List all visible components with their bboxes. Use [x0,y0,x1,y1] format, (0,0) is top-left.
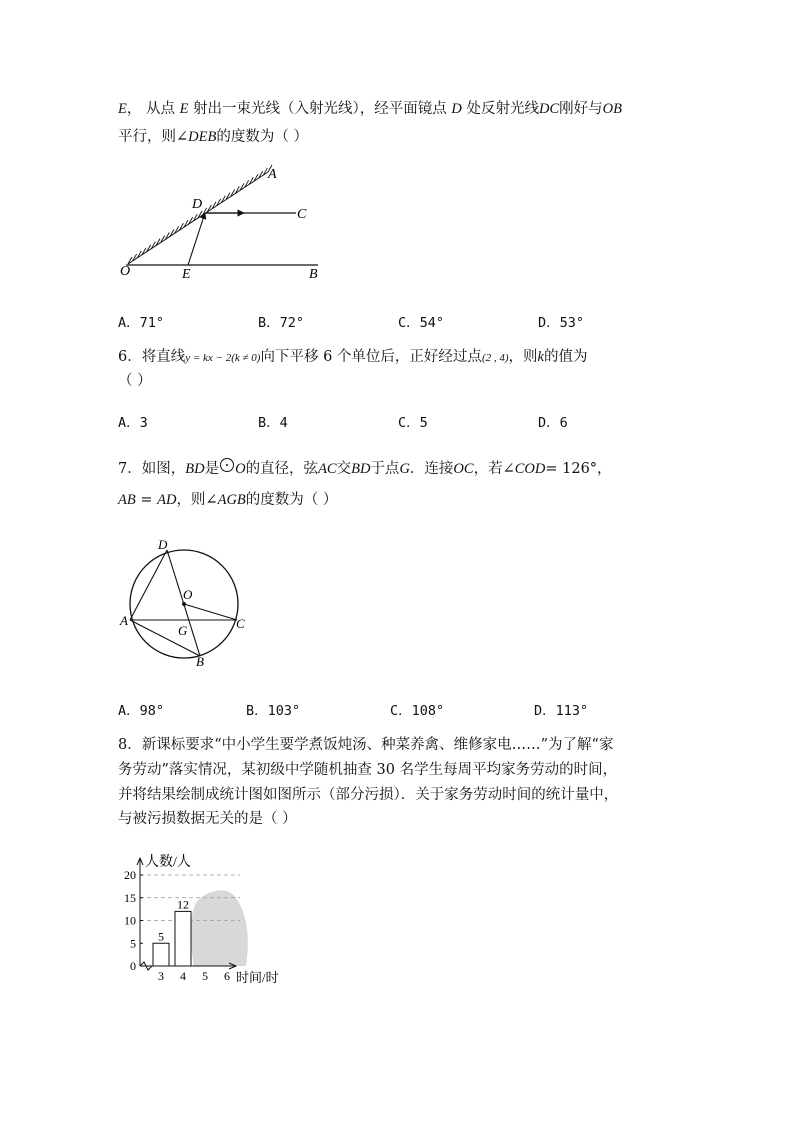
label-D: D [192,197,203,212]
q5-text: DEB [188,129,217,145]
label-O: O [183,587,193,602]
q7-text: AB [118,492,136,508]
q7-text: G [399,461,410,477]
q8-stem-line4: 与被污损数据无关的是（ ） [118,811,297,827]
q7-text: BD [185,461,205,477]
q7-text: ，则∠ [176,492,218,508]
q7-text: O [235,461,246,477]
q5-text: ， 从点 [126,101,175,117]
q7-option-d[interactable]: D．113° [534,703,589,719]
q5-text: 射出一束光线（入射光线），经平面镜点 [193,101,447,117]
q8-stem-line1: 8．新课标要求“中小学生要学煮饭炖汤、种菜养禽、维修家电……”为了解“家 [118,737,614,753]
q6-stem-line2: （ ） [118,373,152,389]
q7-text: 是 [204,461,220,477]
q7-text: = 126°， [545,461,612,477]
x-tick-label: 3 [158,969,164,983]
q7-text: COD [514,461,546,477]
q7-text: 的直径，弦 [245,461,319,477]
label-A: A [268,167,277,182]
y-tick-label: 0 [130,959,136,973]
x-tick-label: 5 [202,969,208,983]
label-B: B [309,267,318,282]
x-tick-label: 4 [180,969,186,983]
q7-option-b[interactable]: B．103° [246,703,301,719]
q5-option-c[interactable]: C．54° [398,315,445,331]
q7-option-c[interactable]: C．108° [390,703,445,719]
q7-text: AD [157,492,177,508]
y-tick-label: 10 [124,913,136,928]
bar-3 [153,943,169,966]
label-O: O [120,264,131,279]
bar-value-label: 5 [158,929,164,944]
q5-option-d[interactable]: D．53° [538,315,585,331]
q5-text: 刚好与 [559,101,603,117]
q6-option-b[interactable]: B．4 [258,415,288,431]
q6-text: 向下平移 6 个单位后，正好经过点 [260,349,482,365]
x-tick-label: 6 [224,969,230,983]
q5-option-b[interactable]: B．72° [258,315,305,331]
q5-text: D [451,101,462,117]
q5-text: 平行，则∠ [118,129,189,145]
q7-text: 交 [336,461,352,477]
x-axis-label: 时间/时 [236,970,279,985]
q7-text: OC [453,461,474,477]
q6-option-c[interactable]: C．5 [398,415,428,431]
q7-text: 的度数为（ ） [245,492,338,508]
q7-text: ．连接 [409,461,454,477]
q8-stem-line3: 并将结果绘制成统计图如图所示（部分污损）．关于家务劳动时间的统计量中， [118,787,619,803]
q6-text: 6．将直线 [118,349,186,365]
q6-option-d[interactable]: D．6 [538,415,568,431]
q6-text: ，则 [508,349,538,365]
stain-blot [191,890,248,966]
label-E: E [182,267,191,282]
q5-text: DC [539,101,560,117]
q6-text: 的值为 [543,349,588,365]
label-G: G [178,623,188,638]
q5-text: OB [602,101,622,117]
q7-text: AC [318,461,337,477]
q7-text: AGB [217,492,246,508]
q7-text: ，若∠ [473,461,515,477]
y-tick-label: 15 [124,890,136,905]
q5-option-a[interactable]: A．71° [118,315,165,331]
y-tick-label: 5 [130,936,136,951]
q6-option-a[interactable]: A．3 [118,415,148,431]
q7-text: 7．如图， [118,461,186,477]
q5-text: E [179,101,189,117]
label-B: B [196,654,204,669]
q7-text: BD [351,461,371,477]
q7-option-a[interactable]: A．98° [118,703,165,719]
q5-text: E [118,101,127,117]
q5-text: 处反射光线 [466,101,539,117]
label-C: C [297,207,307,222]
q6-text: k [537,349,544,365]
bar-4 [175,911,191,966]
bar-value-label: 12 [177,897,189,912]
q8-stem-line2: 务劳动”落实情况，某初级中学随机抽查 30 名学生每周平均家务劳动的时间， [118,762,618,778]
q6-point: (2 , 4) [481,352,509,364]
q7-text: 于点 [370,461,400,477]
label-A: A [120,613,128,628]
q5-text: 的度数为（ ） [216,129,308,145]
q6-expression: y = kx − 2(k ≠ 0) [185,352,261,364]
label-D: D [158,537,168,552]
y-tick-label: 20 [124,868,136,882]
label-C: C [236,616,245,631]
q7-text: = [135,492,158,508]
y-axis-label: 人数/人 [145,855,191,870]
